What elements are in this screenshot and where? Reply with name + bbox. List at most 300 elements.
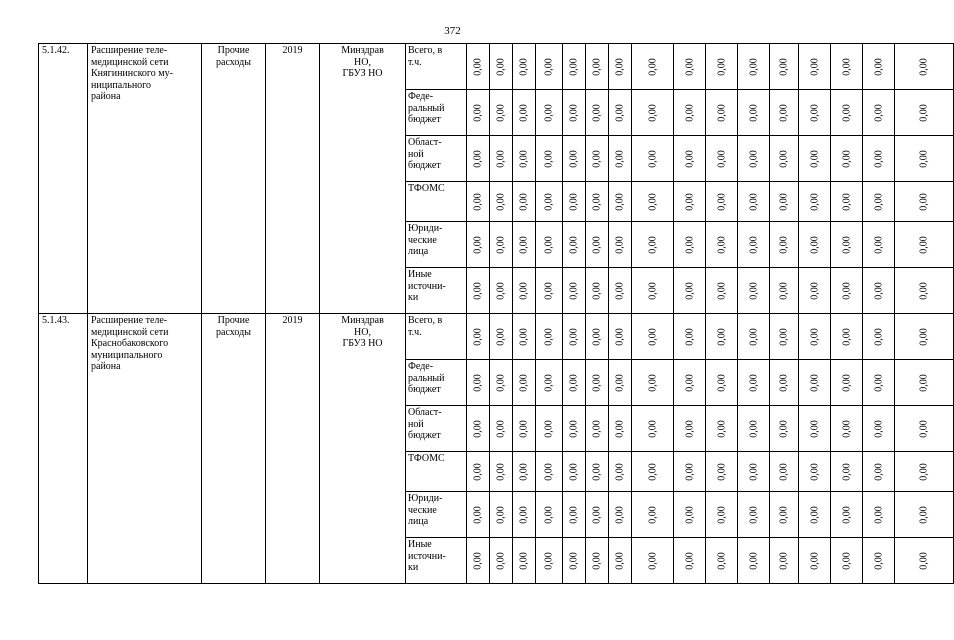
executor-line: Минздрав [341,45,384,56]
value-cell [770,492,799,538]
funding-source-line: ческие [408,504,437,516]
value-text: 0,00 [840,505,852,524]
value-cell [467,314,490,360]
value-text: 0,00 [568,57,580,76]
year: 2019 [266,44,320,314]
value-cell [831,360,863,406]
measure-name-line: Краснобаковского [91,338,169,349]
expense-type-line: Прочие [217,45,250,56]
value-cell [467,222,490,268]
value-text: 0,00 [747,192,759,211]
value-cell [609,406,632,452]
value-cell [563,314,586,360]
value-cell [609,452,632,492]
value-cell [738,222,770,268]
value-text: 0,00 [646,103,658,122]
value-text: 0,00 [568,327,580,346]
value-cell [706,452,738,492]
funding-source-line: ральный [408,102,445,114]
value-cell [632,314,674,360]
value-cell [770,538,799,584]
value-text: 0,00 [568,462,580,481]
funding-source-line: ческие [408,234,437,246]
value-cell [895,136,954,182]
value-text: 0,00 [518,419,530,438]
value-cell [674,136,706,182]
value-cell [536,538,563,584]
value-text: 0,00 [840,419,852,438]
value-cell [536,492,563,538]
value-text: 0,00 [591,235,603,254]
value-text: 0,00 [683,103,695,122]
value-cell [536,136,563,182]
value-text: 0,00 [495,57,507,76]
value-cell [632,44,674,90]
value-cell [799,90,831,136]
value-text: 0,00 [614,551,626,570]
value-text: 0,00 [518,373,530,392]
value-text: 0,00 [918,235,930,254]
funding-source-line: Феде- [408,91,434,102]
value-cell [674,44,706,90]
value-cell [513,44,536,90]
value-text: 0,00 [518,192,530,211]
funding-source-line: бюджет [408,384,441,395]
value-text: 0,00 [683,192,695,211]
value-text: 0,00 [495,505,507,524]
value-cell [467,90,490,136]
value-text: 0,00 [808,505,820,524]
value-cell [831,136,863,182]
value-cell [513,538,536,584]
value-cell [490,452,513,492]
value-cell [706,90,738,136]
value-text: 0,00 [808,373,820,392]
value-text: 0,00 [918,373,930,392]
value-text: 0,00 [518,551,530,570]
value-cell [674,492,706,538]
value-text: 0,00 [715,505,727,524]
value-cell [467,182,490,222]
value-text: 0,00 [778,327,790,346]
value-text: 0,00 [840,149,852,168]
value-cell [770,182,799,222]
value-text: 0,00 [518,149,530,168]
funding-source-line: ной [408,148,424,160]
value-cell [831,90,863,136]
value-text: 0,00 [918,462,930,481]
value-text: 0,00 [747,327,759,346]
value-cell [536,452,563,492]
value-cell [490,314,513,360]
value-cell [513,452,536,492]
value-text: 0,00 [747,419,759,438]
value-cell [799,44,831,90]
value-cell [863,538,895,584]
value-cell [632,406,674,452]
value-cell [831,406,863,452]
value-cell [467,452,490,492]
value-text: 0,00 [778,192,790,211]
value-text: 0,00 [543,281,555,300]
value-cell [490,136,513,182]
value-cell [513,492,536,538]
expense-type-line: расходы [216,326,251,338]
value-text: 0,00 [683,462,695,481]
value-text: 0,00 [472,281,484,300]
executor [320,44,406,314]
value-cell [632,222,674,268]
value-cell [632,538,674,584]
value-text: 0,00 [472,327,484,346]
value-cell [706,538,738,584]
value-text: 0,00 [918,149,930,168]
value-text: 0,00 [808,149,820,168]
value-text: 0,00 [715,281,727,300]
value-text: 0,00 [840,235,852,254]
funding-source [406,182,467,222]
value-text: 0,00 [614,192,626,211]
value-text: 0,00 [872,281,884,300]
value-text: 0,00 [591,551,603,570]
value-cell [738,406,770,452]
expense-type-line: расходы [216,56,251,68]
value-cell [799,360,831,406]
value-cell [863,222,895,268]
value-cell [632,492,674,538]
value-cell [563,406,586,452]
value-cell [490,44,513,90]
value-text: 0,00 [872,505,884,524]
value-cell [770,136,799,182]
executor-line: НО, [354,56,371,68]
value-text: 0,00 [518,327,530,346]
value-cell [536,406,563,452]
value-text: 0,00 [808,235,820,254]
value-cell [513,268,536,314]
value-text: 0,00 [543,505,555,524]
value-text: 0,00 [518,57,530,76]
value-text: 0,00 [472,551,484,570]
value-text: 0,00 [518,235,530,254]
value-cell [586,222,609,268]
page-number: 372 [444,25,461,37]
value-cell [490,268,513,314]
executor [320,314,406,584]
value-cell [863,90,895,136]
value-text: 0,00 [472,373,484,392]
value-cell [563,90,586,136]
expense-type [202,314,266,584]
funding-source-line: лица [408,246,429,257]
value-cell [706,222,738,268]
value-text: 0,00 [715,57,727,76]
value-cell [863,136,895,182]
value-cell [831,492,863,538]
value-cell [586,538,609,584]
funding-source-line: ральный [408,372,445,384]
value-text: 0,00 [778,281,790,300]
value-cell [799,182,831,222]
budget-table [38,43,954,584]
value-cell [863,44,895,90]
value-text: 0,00 [495,373,507,392]
value-cell [586,44,609,90]
value-cell [770,222,799,268]
value-cell [738,452,770,492]
value-text: 0,00 [472,419,484,438]
value-cell [632,90,674,136]
value-text: 0,00 [918,551,930,570]
value-cell [609,360,632,406]
funding-source [406,538,467,584]
funding-source-line: ТФОМС [408,183,445,194]
funding-source [406,452,467,492]
value-text: 0,00 [472,505,484,524]
measure-name-line: муниципального [91,349,163,361]
value-cell [609,492,632,538]
value-cell [467,44,490,90]
value-text: 0,00 [646,327,658,346]
value-text: 0,00 [568,281,580,300]
value-text: 0,00 [614,327,626,346]
value-text: 0,00 [872,462,884,481]
value-text: 0,00 [614,462,626,481]
value-cell [563,268,586,314]
value-text: 0,00 [683,57,695,76]
funding-source [406,136,467,182]
value-text: 0,00 [715,103,727,122]
value-text: 0,00 [747,103,759,122]
value-cell [706,136,738,182]
value-cell [609,268,632,314]
value-cell [895,268,954,314]
expense-type-line: Прочие [217,315,250,326]
funding-source-line: источни- [408,550,446,562]
value-cell [706,268,738,314]
measure-number: 5.1.42. [39,44,88,314]
value-text: 0,00 [872,551,884,570]
value-cell [490,538,513,584]
value-text: 0,00 [747,149,759,168]
value-text: 0,00 [568,373,580,392]
funding-source-line: Юриди- [408,223,443,234]
value-cell [863,360,895,406]
value-text: 0,00 [568,551,580,570]
expense-type [202,44,266,314]
value-cell [586,90,609,136]
funding-source-line: Област- [408,137,442,148]
value-text: 0,00 [808,281,820,300]
value-text: 0,00 [591,462,603,481]
value-text: 0,00 [778,551,790,570]
value-cell [513,406,536,452]
value-cell [490,492,513,538]
value-cell [770,44,799,90]
value-text: 0,00 [591,103,603,122]
funding-source [406,492,467,538]
value-text: 0,00 [495,235,507,254]
value-text: 0,00 [614,373,626,392]
funding-source-line: Област- [408,407,442,418]
value-text: 0,00 [840,103,852,122]
value-cell [831,44,863,90]
value-cell [863,314,895,360]
value-text: 0,00 [614,235,626,254]
value-cell [632,136,674,182]
value-cell [674,268,706,314]
value-text: 0,00 [614,103,626,122]
value-text: 0,00 [778,57,790,76]
value-text: 0,00 [872,235,884,254]
value-cell [536,268,563,314]
executor-line: Минздрав [341,315,384,326]
value-cell [863,492,895,538]
value-cell [536,222,563,268]
value-cell [563,44,586,90]
value-text: 0,00 [614,505,626,524]
value-cell [706,406,738,452]
value-cell [467,136,490,182]
funding-source-line: Всего, в [408,45,443,56]
value-text: 0,00 [646,281,658,300]
value-text: 0,00 [472,57,484,76]
measure-name-line: Расширение теле- [91,45,168,56]
funding-source-line: Всего, в [408,315,443,326]
value-cell [863,406,895,452]
measure-name-line: медицинской сети [91,326,169,338]
value-cell [586,452,609,492]
value-cell [895,182,954,222]
value-text: 0,00 [715,192,727,211]
value-text: 0,00 [495,103,507,122]
value-text: 0,00 [568,235,580,254]
value-text: 0,00 [591,419,603,438]
funding-source [406,360,467,406]
funding-source-line: лица [408,516,429,527]
value-text: 0,00 [808,192,820,211]
value-text: 0,00 [872,149,884,168]
executor-line: НО, [354,326,371,338]
measure-name-line: Княгининского му- [91,68,173,79]
value-text: 0,00 [646,192,658,211]
value-cell [831,182,863,222]
value-cell [632,360,674,406]
value-text: 0,00 [778,235,790,254]
value-cell [831,538,863,584]
value-text: 0,00 [591,149,603,168]
value-text: 0,00 [840,327,852,346]
value-cell [738,182,770,222]
value-cell [706,182,738,222]
value-cell [609,136,632,182]
value-cell [674,538,706,584]
value-cell [586,314,609,360]
value-cell [609,314,632,360]
value-text: 0,00 [778,505,790,524]
value-text: 0,00 [646,149,658,168]
value-text: 0,00 [808,327,820,346]
value-cell [513,136,536,182]
value-cell [738,314,770,360]
value-text: 0,00 [543,103,555,122]
value-text: 0,00 [683,373,695,392]
value-cell [609,182,632,222]
value-text: 0,00 [543,235,555,254]
value-cell [490,90,513,136]
value-text: 0,00 [778,419,790,438]
value-cell [738,268,770,314]
value-cell [536,182,563,222]
value-text: 0,00 [591,281,603,300]
value-cell [895,492,954,538]
value-cell [895,360,954,406]
value-text: 0,00 [543,57,555,76]
value-text: 0,00 [747,373,759,392]
value-cell [738,538,770,584]
value-cell [467,360,490,406]
value-cell [563,492,586,538]
executor-line: ГБУЗ НО [342,68,383,79]
value-cell [831,314,863,360]
value-cell [467,268,490,314]
value-cell [770,90,799,136]
value-text: 0,00 [646,57,658,76]
value-cell [586,136,609,182]
value-cell [563,136,586,182]
value-cell [831,268,863,314]
value-cell [586,492,609,538]
value-text: 0,00 [747,551,759,570]
measure-name-line: медицинской сети [91,56,169,68]
value-text: 0,00 [918,419,930,438]
value-text: 0,00 [614,57,626,76]
funding-source [406,44,467,90]
value-text: 0,00 [568,505,580,524]
measure-number: 5.1.43. [39,314,88,584]
value-text: 0,00 [808,419,820,438]
value-cell [895,44,954,90]
value-text: 0,00 [778,149,790,168]
value-text: 0,00 [518,281,530,300]
funding-source [406,406,467,452]
value-text: 0,00 [591,505,603,524]
value-text: 0,00 [872,192,884,211]
value-text: 0,00 [591,327,603,346]
value-cell [674,314,706,360]
value-text: 0,00 [715,419,727,438]
funding-source-line: бюджет [408,114,441,125]
funding-source-line: т.ч. [408,56,422,68]
value-cell [467,492,490,538]
value-cell [799,136,831,182]
value-cell [799,268,831,314]
value-text: 0,00 [872,419,884,438]
value-cell [706,492,738,538]
value-text: 0,00 [840,192,852,211]
value-text: 0,00 [840,551,852,570]
value-text: 0,00 [872,327,884,346]
value-text: 0,00 [747,57,759,76]
value-text: 0,00 [840,281,852,300]
value-cell [770,406,799,452]
value-text: 0,00 [472,103,484,122]
value-text: 0,00 [543,419,555,438]
funding-source-line: ки [408,562,419,573]
value-text: 0,00 [495,192,507,211]
value-cell [831,452,863,492]
value-cell [799,492,831,538]
